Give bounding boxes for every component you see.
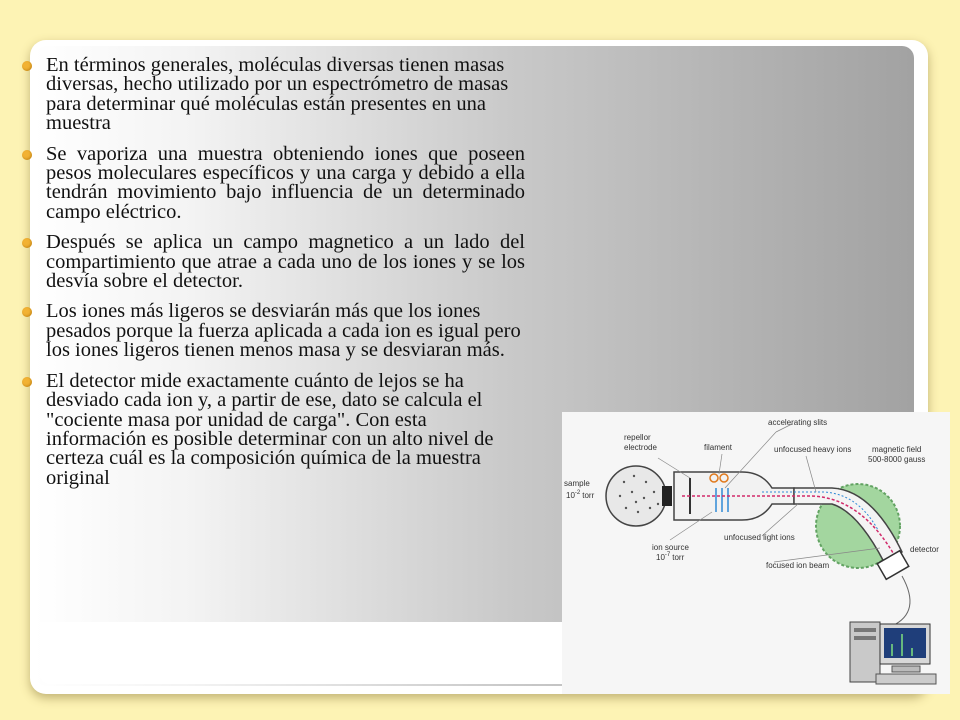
label-filament: filament <box>704 443 733 452</box>
bullet-text: Se vaporiza una muestra obteniendo iones que poseen pesos moleculares específicos y una carga y debido a ella tendrán movimiento bajo influencia de un determinado campo eléctrico. <box>46 142 525 223</box>
bullet-item-3 <box>20 233 525 291</box>
inlet-valve <box>662 486 672 506</box>
label-unfocused-heavy: unfocused heavy ions <box>774 445 852 454</box>
bullet-dot-icon <box>22 307 32 317</box>
computer-icon <box>850 622 936 684</box>
bullet-item-1 <box>20 56 525 134</box>
bullet-dot-icon <box>22 61 32 71</box>
sample-sphere <box>606 466 666 526</box>
diagram-svg <box>562 412 950 694</box>
label-magnetic-field: magnetic field <box>872 445 922 454</box>
bullet-text: El detector mide exactamente cuánto de lejos se ha desviado cada ion y, a partir de ese, dato se calcula el "cociente masa por unidad de carga". Con esta información es posible determinar con un alto nivel de certeza cuál es la composición química de la muestra original <box>46 369 494 489</box>
bullet-dot-icon <box>22 238 32 248</box>
bullet-dot-icon <box>22 377 32 387</box>
label-ion-source: ion source <box>652 543 689 552</box>
detector-cable <box>892 576 910 626</box>
text-backdrop <box>40 622 566 684</box>
label-unfocused-light: unfocused light ions <box>724 533 795 542</box>
bullet-text: Después se aplica un campo magnetico a un lado del compartimiento que atrae a cada uno de los iones y se los desvía sobre el detector. <box>46 231 525 293</box>
bullet-item-5 <box>20 369 525 489</box>
label-source-pressure: $10^{-7}$ torr <box>656 552 685 562</box>
bullet-item-4 <box>20 302 525 360</box>
bullet-text: En términos generales, moléculas diversas tienen masas diversas, hecho utilizado por un espectrómetro de masas para determinar qué moléculas están presentes en una muestra <box>46 54 509 135</box>
label-accelerating-slits: accelerating slits <box>768 418 828 427</box>
label-gauss: 500-8000 gauss <box>868 455 926 464</box>
bullet-text: Los iones más ligeros se desviarán más que los iones pesados porque la fuerza aplicada a cada ion es igual pero los iones ligeros tienen menos masa y se desviaran más. <box>46 300 521 362</box>
mass-spectrometer-diagram <box>562 412 950 694</box>
label-sample: sample <box>564 479 590 488</box>
label-electrode: electrode <box>624 443 657 452</box>
bullet-list <box>20 56 525 499</box>
label-focused-beam: focused ion beam <box>766 561 830 570</box>
label-sample-pressure: $10^{-2}$ torr <box>566 490 595 500</box>
label-detector: detector <box>910 545 939 554</box>
label-repellor: repellor <box>624 433 651 442</box>
bullet-item-2 <box>20 142 525 223</box>
bullet-dot-icon <box>22 150 32 160</box>
